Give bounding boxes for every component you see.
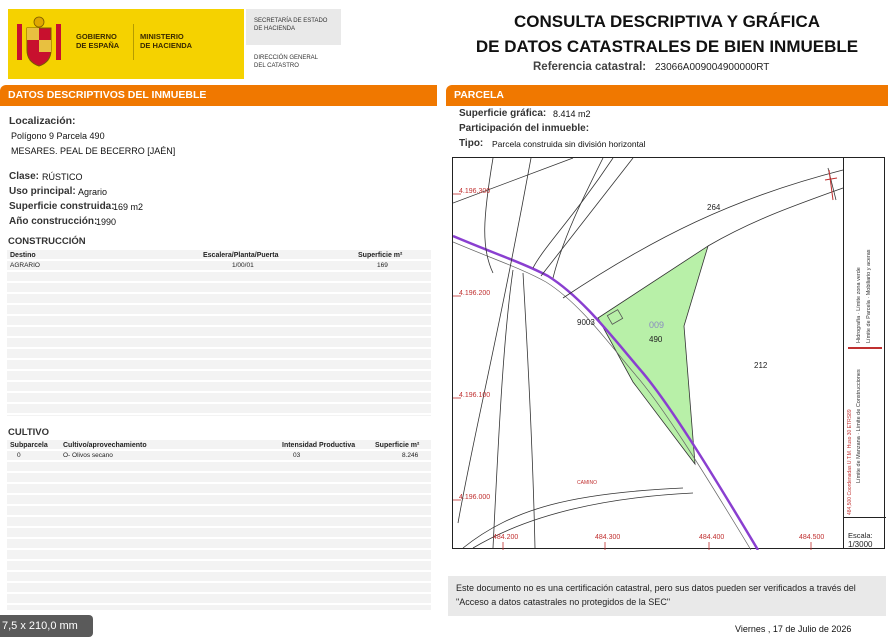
uso-label: Uso principal: (9, 186, 76, 197)
section-underline-right (446, 104, 888, 106)
x-label-1: 484.300 (595, 534, 621, 541)
parcel-490-shape (598, 246, 708, 464)
construccion-header-escalera: Escalera/Planta/Puerta (203, 252, 279, 259)
tipo-value: Parcela construida sin división horizontal (492, 139, 646, 149)
legend-hidrografia: Hidrografía (856, 315, 862, 343)
table-row-cultivo: O- Olivos secano (63, 452, 113, 459)
secretaria-text (254, 17, 327, 33)
scale-label: Escala: (848, 531, 873, 540)
page-title (450, 9, 884, 59)
cultivo-header-superficie: Superficie m² (375, 442, 420, 449)
legend-manzana-swatch (848, 347, 882, 349)
uso-value: Agrario (78, 187, 108, 197)
dir-line1: DIRECCIÓN GENERAL (254, 55, 319, 61)
map-legend (843, 157, 885, 549)
y-label-0: 4.196.300 (459, 188, 491, 195)
parcel-label-212: 212 (754, 361, 768, 370)
section-header-parcela: PARCELA (446, 85, 888, 105)
construccion-title: CONSTRUCCIÓN (8, 236, 86, 247)
parcel-label-009: 009 (649, 320, 665, 330)
issue-date: Viernes , 17 de Julio de 2026 (735, 624, 852, 634)
clase-value: RÚSTICO (42, 172, 83, 182)
parcel-label-264: 264 (707, 203, 721, 212)
gov-line2: DE ESPAÑA (76, 41, 120, 50)
legend-construcciones: Límite de Construcciones (856, 369, 862, 432)
ref-label: Referencia catastral: (533, 61, 647, 73)
road-line (453, 236, 758, 550)
cultivo-header-cultivo: Cultivo/aprovechamiento (63, 442, 147, 449)
map-drawing (453, 158, 886, 550)
title-line2: DE DATOS CATASTRALES DE BIEN INMUEBLE (475, 37, 859, 56)
construccion-table (7, 250, 431, 416)
sup-grafica-label: Superficie gráfica: (459, 108, 547, 119)
page-size-badge: 7,5 x 210,0 mm (0, 615, 93, 637)
localizacion-label: Localización: (9, 115, 76, 127)
x-label-0: 484.200 (493, 534, 519, 541)
legend-manzana: Límite de Manzana (856, 436, 862, 483)
superficie-value: 169 m2 (113, 202, 144, 212)
min-line1: MINISTERIO (140, 32, 184, 41)
anio-value: 1990 (96, 217, 117, 227)
anio-label: Año construcción: (9, 216, 98, 227)
section-underline-left (0, 104, 437, 106)
localizacion-line2: MESARES. PEAL DE BECERRO [JAÉN] (11, 146, 176, 156)
legend-zona-verde: Límite zona verde (856, 267, 862, 311)
table-row-cult-superficie: 8.246 (402, 452, 419, 459)
direccion-text (254, 54, 318, 70)
scale-divider (844, 517, 886, 518)
sec-line2: DE HACIENDA (254, 26, 296, 32)
y-label-1: 4.196.200 (459, 290, 491, 297)
coord-note: 484,500 Coordenadas U.T.M. Huso 30 ETRS89 (847, 409, 853, 515)
x-label-3: 484.500 (799, 534, 825, 541)
legend-entries: Hidrografía · Límite zona verde (856, 267, 862, 343)
title-line1: CONSULTA DESCRIPTIVA Y GRÁFICA (513, 12, 821, 31)
participacion-label: Participación del inmueble: (459, 123, 590, 134)
cultivo-table (7, 440, 431, 610)
logo-divider (133, 24, 134, 60)
cultivo-title: CULTIVO (8, 427, 49, 438)
table-row-intensidad: 03 (293, 452, 301, 459)
legend-parcela: Límite de Parcela (866, 300, 872, 343)
table-row-destino: AGRARIO (10, 262, 40, 269)
y-label-2: 4.196.100 (459, 392, 491, 399)
legend-entries-2: Límite de Parcela · Mobiliario y aceras (866, 249, 872, 343)
min-line2: DE HACIENDA (140, 41, 193, 50)
cultivo-header-subparcela: Subparcela (10, 442, 48, 449)
gov-name (76, 32, 119, 50)
sup-grafica-value: 8.414 m2 (553, 109, 591, 119)
coat-of-arms-icon (14, 14, 64, 72)
table-row-subparcela: 0 (17, 452, 21, 459)
scale-value: 1/3000 (848, 540, 873, 549)
table-row-superficie: 169 (377, 262, 388, 269)
y-label-3: 4.196.000 (459, 494, 491, 501)
construccion-header-destino: Destino (10, 252, 36, 259)
construccion-header-superficie: Superficie m² (358, 252, 403, 259)
clase-label: Clase: (9, 171, 40, 182)
section-header-descriptive: DATOS DESCRIPTIVOS DEL INMUEBLE (0, 85, 437, 105)
x-label-2: 484.400 (699, 534, 725, 541)
legend-entries-3: Límite de Manzana · Límite de Construcciones (856, 369, 862, 483)
legend-mobiliario: Mobiliario y aceras (866, 249, 872, 296)
ministry-name (140, 32, 192, 50)
parcel-label-490: 490 (649, 335, 663, 344)
gov-line1: GOBIERNO (76, 32, 117, 41)
parcel-label-9003: 9003 (577, 318, 595, 327)
disclaimer-notice: Este documento no es una certificación catastral, pero sus datos pueden ser verificados a través del "Acceso a datos catastrales no protegidos de la SEC" (448, 576, 886, 616)
ref-value: 23066A009004900000RT (655, 62, 770, 73)
road-edge (453, 242, 751, 550)
superficie-label: Superficie construida: (9, 201, 115, 212)
dir-line2: DEL CATASTRO (254, 63, 299, 69)
localizacion-line1: Polígono 9 Parcela 490 (11, 131, 105, 141)
sec-line1: SECRETARÍA DE ESTADO (254, 18, 328, 24)
table-row-escalera: 1/00/01 (232, 262, 254, 269)
cadastral-map (452, 157, 885, 549)
tipo-label: Tipo: (459, 138, 484, 149)
cultivo-header-intensidad: Intensidad Productiva (282, 442, 356, 449)
road-label: CAMINO (577, 480, 597, 486)
